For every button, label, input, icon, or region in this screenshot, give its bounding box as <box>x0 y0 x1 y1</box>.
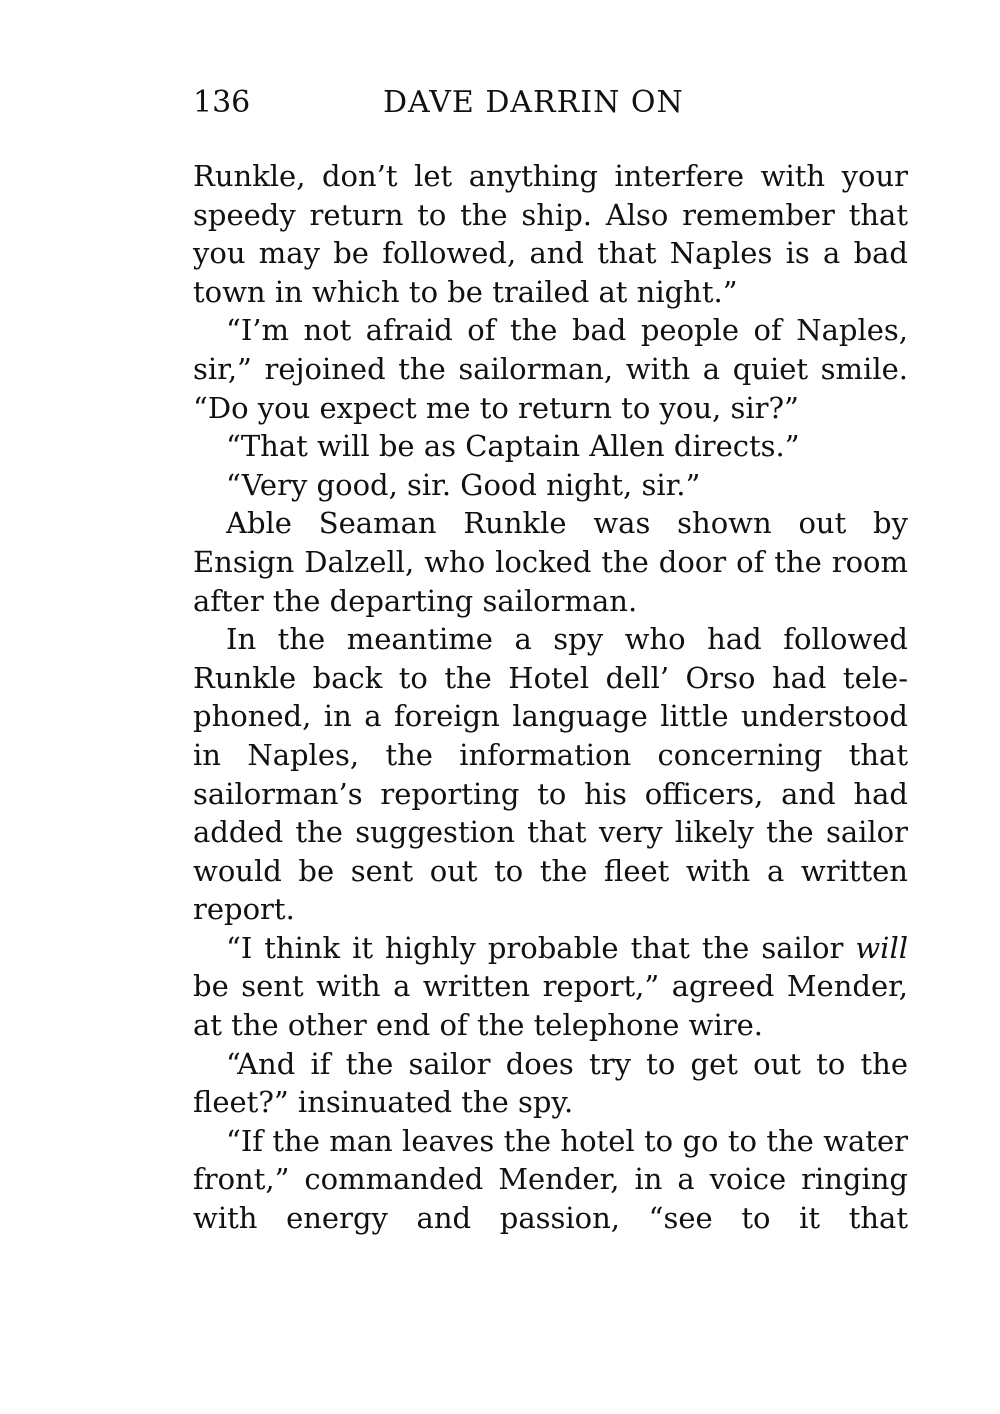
paragraph-7-end: be sent with a written report,” agreed Mender, at the other end of the telephone wire. <box>193 969 908 1043</box>
body-text <box>193 157 908 1238</box>
paragraph-1: Runkle, don’t let anything interfere with your speedy return to the ship. Also remember that you may be followed, and that Naples is a bad town in which to be trailed at night.” <box>193 159 908 309</box>
page-number: 136 <box>193 85 251 120</box>
paragraph-6: In the meantime a spy who had followed Runkle back to the Hotel dell’ Orso had telephoned, in a foreign language little understood in Naples, the information concerning that sailorman’s reporting to his officers, and had added the suggestion that very likely the sailor would be sent out to the fleet with a written report. <box>193 622 908 927</box>
paragraph-9: “If the man leaves the hotel to go to the water front,” commanded Mender, in a voice ringing with energy and passion, “see to it that <box>193 1123 908 1236</box>
paragraph-2: “I’m not afraid of the bad people of Naples, sir,” rejoined the sailorman, with a quiet smile. “Do you expect me to return to you, sir?” <box>193 313 908 425</box>
paragraph-4: “Very good, sir. Good night, sir.” <box>226 467 701 502</box>
paragraph-7-start: “I think it highly probable that the sailor <box>226 930 856 965</box>
italic-emphasis: will <box>855 930 908 965</box>
page-header <box>193 78 908 128</box>
paragraph-3: “That will be as Captain Allen directs.” <box>226 429 800 464</box>
paragraph-5: Able Seaman Runkle was shown out by Ensign Dalzell, who locked the door of the room after the departing sailorman. <box>193 506 908 618</box>
paragraph-8: “And if the sailor does try to get out to the fleet?” insinuated the spy. <box>193 1046 908 1120</box>
paragraph-7 <box>193 929 908 1045</box>
running-head: DAVE DARRIN ON <box>383 85 684 120</box>
